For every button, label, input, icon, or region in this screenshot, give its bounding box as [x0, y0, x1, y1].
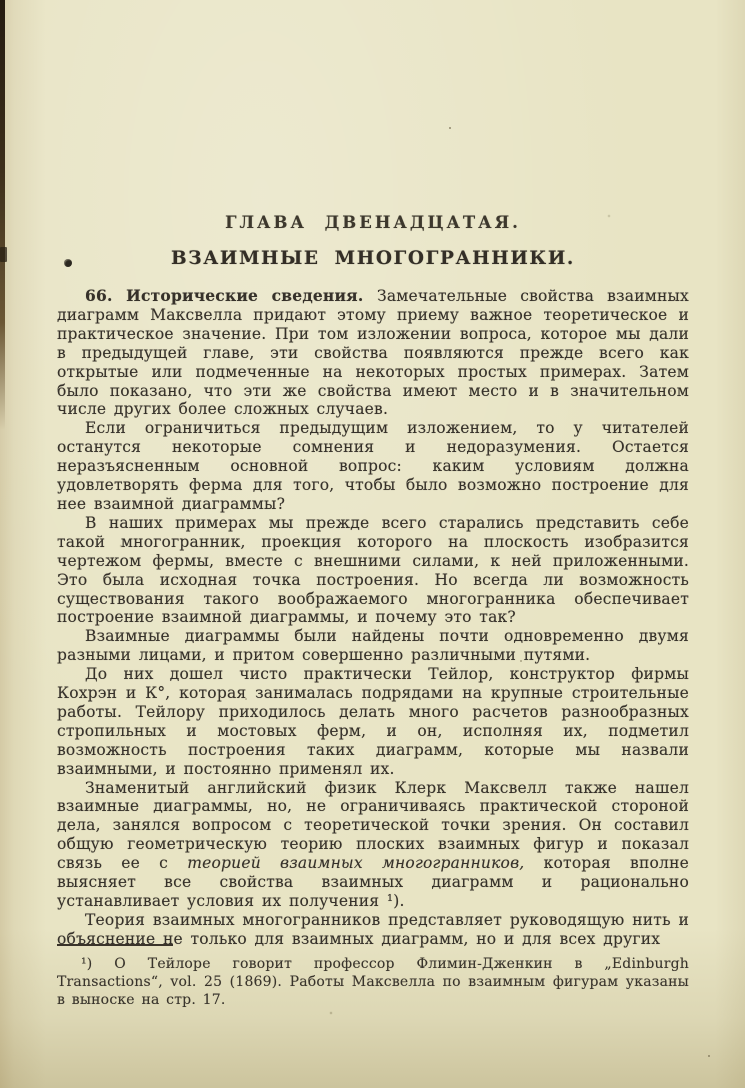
paragraph-text: которая вполне выясняет все свойства взаимных диаграмм и рационально устанавливает условия их получения ¹). — [57, 854, 689, 910]
paragraph-text: Теория взаимных многогранников представляет руководящую нить и объяснение не только для взаимных диаграмм, но и для всех других — [57, 910, 689, 948]
paragraph — [57, 514, 689, 627]
footnote — [57, 944, 689, 1010]
paragraph — [57, 627, 689, 665]
paragraph-text: В наших примерах мы прежде всего старались представить себе такой многогранник, проекция которого на плоскость изобразится чертежом фермы, вместе с внешними силами, к ней приложенными. Это была исходная точка построения. Но всегда ли возможность существования такого воображаемого многогранника обеспечивает построение взаимной диаграммы, и почему это так? — [57, 513, 689, 627]
chapter-heading: ГЛАВА ДВЕНАДЦАТАЯ. — [225, 213, 521, 232]
page-content — [57, 213, 689, 949]
footnote-separator — [57, 944, 173, 946]
scan-edge-mark — [0, 247, 7, 262]
paragraph — [57, 419, 689, 514]
paragraph-text: Знаменитый английский физик Клерк Максвелл также нашел взаимные диаграммы, но, не ограничиваясь практической стороной дела, занялся вопросом с теоретической точки зрения. Он составил общую геометрическую теорию плоских взаимных фигур и показал связь ее с — [57, 778, 689, 873]
paragraph — [57, 287, 689, 419]
paragraph-text: Если ограничиться предыдущим изложением, то у читателей останутся некоторые сомнения и недоразумения. Остается неразъясненным основной вопрос: каким условиям должна удовлетворять ферма для того, чтобы было возможно построение для нее взаимной диаграммы? — [57, 419, 689, 513]
paragraph-text: Замечательные свойства взаимных диаграмм Максвелла придают этому приему важное теоретическое и практическое значение. При том изложении вопроса, которое мы дали в предыдущей главе, эти свойства появляются прежде всего как открытые или подмеченные на некоторых простых примерах. Затем было показано, что эти же свойства имеют место и в значительном числе других более сложных случаев. — [57, 287, 690, 419]
paragraph — [57, 779, 689, 911]
paragraph — [57, 665, 689, 778]
footnote-text-content: ¹) О Тейлоре говорит профессор Флимин-Дженкин в „Edinburgh Transactions“, vol. 25 (1869). Работы Максвелла по взаимным фигурам указаны в выноске на стр. 17. — [57, 956, 689, 1009]
scan-edge-shadow — [0, 0, 5, 430]
paragraph-italic-phrase: теорией взаимных многогранников, — [187, 854, 525, 873]
section-heading: ВЗАИМНЫЕ МНОГОГРАННИКИ. — [171, 248, 575, 269]
body-text — [57, 287, 689, 949]
paragraph-text: До них дошел чисто практически Тейлор, конструктор фирмы Кохрэн и К°, которая занималась подрядами на крупные строительные работы. Тейлору приходилось делать много расчетов разнообразных стропильных и мостовых ферм, и он, исполняя их, подметил возможность построения таких диаграмм, которые мы назвали взаимными, и постоянно применял их. — [57, 665, 689, 778]
footnote-text — [57, 955, 689, 1010]
paragraph-lead: 66. Исторические сведения. — [85, 286, 377, 305]
paper-specks — [0, 0, 2, 2]
paragraph-text: Взаимные диаграммы были найдены почти одновременно двумя разными лицами, и притом совершенно различными путями. — [57, 627, 689, 665]
